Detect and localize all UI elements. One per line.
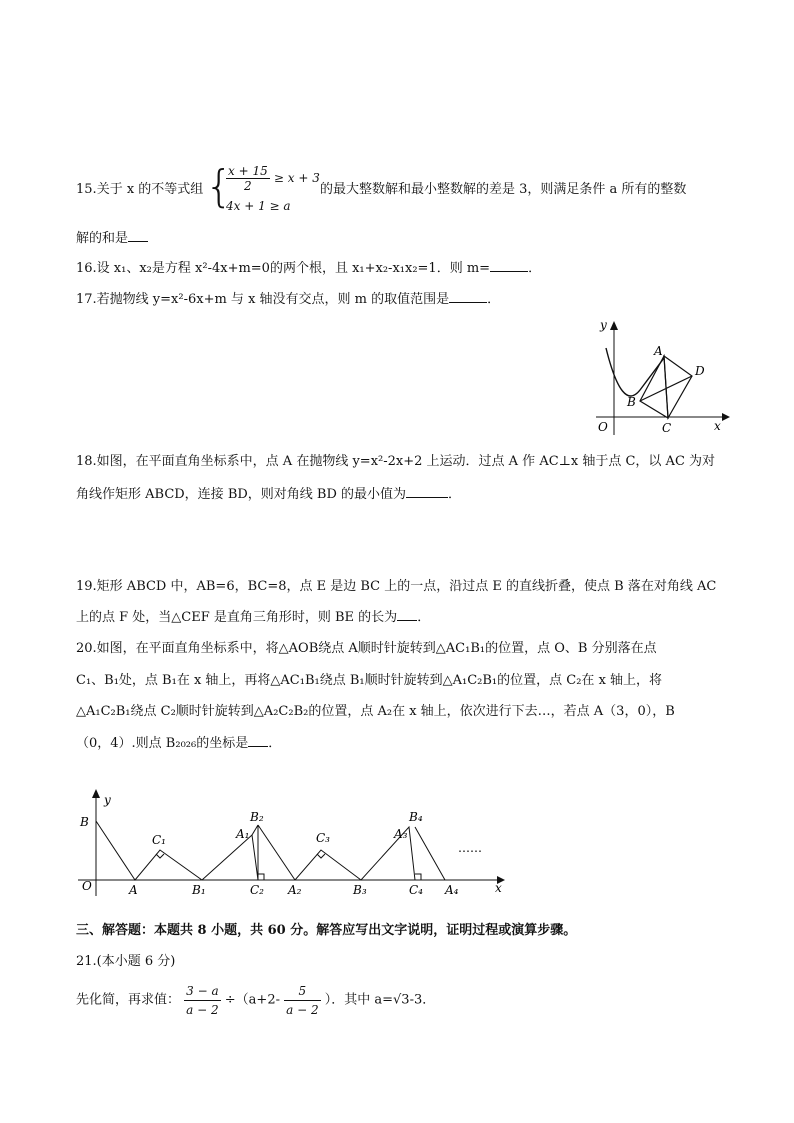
q21-fraction-2: $\frac{5}{a - 2}$ <box>286 984 319 1017</box>
q20-label-y: y <box>104 793 111 807</box>
q18-label-d: D <box>695 364 705 378</box>
q17-line: 17.若抛物线 y=x²-6x+m 与 x 轴没有交点，则 m 的取值范围是 ． <box>76 292 501 307</box>
section3-heading: 三、解答题：本题共 8 小题，共 60 分。解答应写出文字说明，证明过程或演算步骤。 <box>76 923 577 938</box>
q18-label-x: x <box>714 419 721 433</box>
q20-right-angle-c4 <box>415 874 421 880</box>
q20-label-c4: C₄ <box>409 883 423 897</box>
q20-label-o: O <box>82 879 92 893</box>
q21-suffix: ）．其中 a=√3-3． <box>324 992 436 1008</box>
q21-prefix: 先化简，再求值： <box>76 992 181 1008</box>
q20-label-b4: B₄ <box>409 810 423 824</box>
q19-answer-blank <box>397 608 417 621</box>
q19-line2: 上的点 F 处，当△CEF 是直角三角形时，则 BE 的长为 ． <box>76 610 431 625</box>
q20-right-angle-c1 <box>156 854 164 858</box>
q20-line4: （0，4）.则点 B₂₀₂₆的坐标是 ． <box>76 736 282 751</box>
q18-y-arrow-icon <box>610 321 618 330</box>
q15-inequality-2: 4x + 1 ≥ a <box>226 199 291 213</box>
q15-answer-blank <box>128 229 148 242</box>
q19-line1: 19.矩形 ABCD 中，AB=6，BC=8，点 E 是边 BC 上的一点，沿过点 E 的直线折叠，使点 B 落在对角线 AC <box>76 579 717 594</box>
q18-figure <box>592 318 732 438</box>
q20-label-a2: A₂ <box>288 883 302 897</box>
q15-prefix: 关于 x 的不等式组 <box>96 182 204 197</box>
q20-line2: C₁、B₁处，点 B₁在 x 轴上，再将△AC₁B₁绕点 B₁顺时针旋转到△A₁C₂B₁的位置，点 C₂在 x 轴上，将 <box>76 673 663 688</box>
q16-line: 16.设 x₁、x₂是方程 x²-4x+m=0的两个根，且 x₁+x₂-x₁x₂=1．则 m= ． <box>76 261 542 276</box>
q16-answer-blank <box>490 259 528 272</box>
q18-answer-blank <box>406 485 448 498</box>
q15-label: 15. <box>76 182 97 197</box>
q18-label-a: A <box>654 344 663 358</box>
q20-answer-blank <box>248 734 268 747</box>
q18-label-c: C <box>662 421 672 435</box>
q21-middle: ÷（a+2- <box>224 992 280 1008</box>
q20-segment-b2a2 <box>258 825 295 880</box>
q20-figure <box>72 786 512 906</box>
q21-fraction-1: $\frac{3 - a}{a - 2}$ <box>186 984 219 1017</box>
q18-triangle-abc <box>640 356 668 418</box>
q15-ineq1-rest: ≥ x + 3 <box>273 171 320 185</box>
q20-rotation-path <box>96 821 445 880</box>
q20-label-b1: B₁ <box>192 883 206 897</box>
q20-ellipsis: …… <box>458 841 482 855</box>
q15-line2: 解的和是 <box>76 229 148 248</box>
q20-line1: 20.如图，在平面直角坐标系中，将△AOB绕点 A顺时针旋转到△AC₁B₁的位置，点 O、B 分别落在点 <box>76 641 657 656</box>
q20-right-angle-c3 <box>317 854 325 858</box>
q20-label-c2: C₂ <box>250 883 264 897</box>
q21-label: 21.(本小题 6 分) <box>76 954 176 969</box>
q20-y-arrow-icon <box>92 789 100 798</box>
q20-line3: △A₁C₂B₁绕点 C₂顺时针旋转到△A₂C₂B₂的位置，点 A₂在 x 轴上，依次进行下去…，若点 A（3，0），B <box>76 704 675 719</box>
q18-label-y: y <box>600 318 607 332</box>
q15-ineq1-denominator: 2 <box>244 179 252 193</box>
q18-label-b: B <box>627 395 636 409</box>
q18-x-arrow-icon <box>722 413 730 421</box>
q17-answer-blank <box>449 290 487 303</box>
q20-label-a1: A₁ <box>236 827 250 841</box>
q20-label-c1: C₁ <box>152 833 166 847</box>
q15-brace: { <box>205 161 233 212</box>
q20-segment-a1b2 <box>252 825 258 835</box>
q18-line2: 角线作矩形 ABCD，连接 BD，则对角线 BD 的最小值为 ． <box>76 487 462 502</box>
q20-label-x: x <box>495 881 502 895</box>
q21-expression <box>76 982 435 1019</box>
q15-suffix: 的最大整数解和最小整数解的差是 3，则满足条件 a 所有的整数 <box>320 182 687 197</box>
q20-label-b2: B₂ <box>250 810 264 824</box>
q20-right-angle-c2 <box>258 874 264 880</box>
q20-label-c3: C₃ <box>316 831 330 845</box>
q20-label-a3: A₃ <box>394 827 408 841</box>
q18-label-o: O <box>598 420 608 434</box>
q20-label-a4: A₄ <box>445 883 459 897</box>
q20-label-b3: B₃ <box>353 883 367 897</box>
q20-label-b: B <box>80 815 89 829</box>
q15-ineq1-numerator: x + 15 <box>228 164 268 178</box>
q18-line1: 18.如图，在平面直角坐标系中，点 A 在抛物线 y=x²-2x+2 上运动．过点 A 作 AC⊥x 轴于点 C，以 AC 为对 <box>76 454 716 469</box>
q15-line1 <box>76 181 203 199</box>
q15-inequality-1 <box>226 164 320 193</box>
q20-label-a: A <box>129 883 138 897</box>
